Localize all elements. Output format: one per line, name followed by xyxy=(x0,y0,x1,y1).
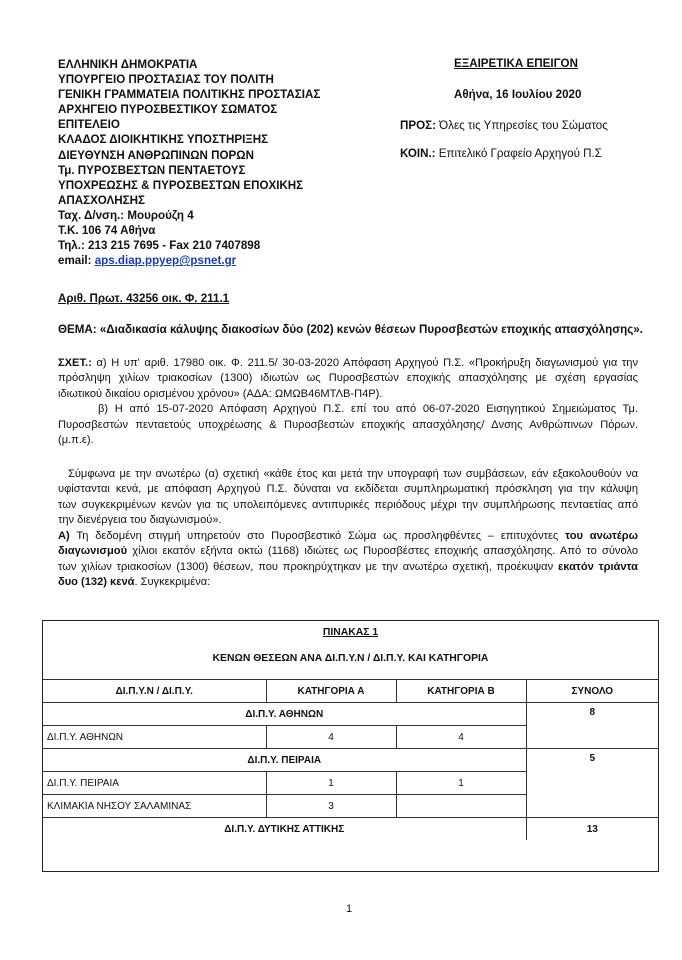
document-date: Αθήνα, 16 Ιουλίου 2020 xyxy=(454,88,582,101)
row-name: ΔΙ.Π.Υ. ΠΕΙΡΑΙΑ xyxy=(43,772,266,795)
body-line: δυο (132) κενά. Συγκεκριμένα: xyxy=(58,576,211,589)
cat-a-value: 1 xyxy=(266,772,396,795)
body-line: υφίστανται κενά, με απόφαση Αρχηγού Π.Σ. δύναται να εκδίδεται συμπληρωματική πρόσκληση για την κάλυψη xyxy=(58,483,638,496)
reference-a-line: πρόσληψη χιλίων τριακοσίων (1300) ιδιωτών ως Πυροσβεστών εποχικής απασχόλησης με σχέση εργασίας xyxy=(58,372,638,385)
row-name: ΔΙ.Π.Υ. ΑΘΗΝΩΝ xyxy=(43,726,266,749)
sender-line: ΔΙΕΥΘΥΝΣΗ ΑΝΘΡΩΠΙΝΩΝ ΠΟΡΩΝ xyxy=(58,148,254,162)
email-link[interactable]: aps.diap.ppyep@psnet.gr xyxy=(94,254,237,268)
body-paragraph-1 xyxy=(58,467,638,529)
sender-line: Τμ. ΠΥΡΟΣΒΕΣΤΩΝ ΠΕΝΤΑΕΤΟΥΣ xyxy=(58,163,246,177)
references-label: ΣΧΕΤ.: xyxy=(58,357,92,369)
reference-b-line: (μ.π.ε). xyxy=(58,434,94,447)
cat-b-value xyxy=(396,795,526,818)
cc-text: Επιτελικό Γραφείο Αρχηγού Π.Σ xyxy=(435,147,602,160)
sender-line: ΕΛΛΗΝΙΚΗ ΔΗΜΟΚΡΑΤΙΑ xyxy=(58,58,198,71)
group-name: ΔΙ.Π.Υ. ΠΕΙΡΑΙΑ xyxy=(43,749,526,772)
table-title: ΠΙΝΑΚΑΣ 1 xyxy=(322,627,379,638)
group-total: 5 xyxy=(526,749,658,818)
email-label: email: xyxy=(58,254,95,268)
sender-line: ΥΠΟΥΡΓΕΙΟ ΠΡΟΣΤΑΣΙΑΣ ΤΟΥ ΠΟΛΙΤΗ xyxy=(58,73,274,87)
reference-a-line: ιδιωτικού δικαίου ορισμένου χρόνου» (ΑΔΑ: ΩΜΩΒ46ΜΤΛΒ-Π4Ρ). xyxy=(58,387,383,400)
group-name: ΔΙ.Π.Υ. ΑΘΗΝΩΝ xyxy=(43,703,526,726)
protocol-number: Αριθ. Πρωτ. 43256 οικ. Φ. 211.1 xyxy=(58,292,230,305)
group-total: 13 xyxy=(526,818,658,841)
table-subtitle: ΚΕΝΩΝ ΘΕΣΕΩΝ ΑΝΑ ΔΙ.Π.Υ.Ν / ΔΙ.Π.Υ. ΚΑΙ ΚΑΤΗΓΟΡΙΑ xyxy=(212,653,489,664)
table-grid xyxy=(43,679,658,840)
phone-line: Τηλ.: 213 215 7695 - Fax 210 7407898 xyxy=(58,239,261,253)
cc-line xyxy=(400,147,602,160)
body-line: των συγκεκριμένων κενών για τις υπολειπόμενες αντιπυρικές περιόδους μέχρι την συμπλήρωσης πενταετίας από xyxy=(58,498,638,511)
to-text: Όλες τις Υπηρεσίες του Σώματος xyxy=(435,119,608,132)
sender-line: ΕΠΙΤΕΛΕΙΟ xyxy=(58,118,120,132)
urgency-label: ΕΞΑΙΡΕΤΙΚΑ ΕΠΕΙΓΟΝ xyxy=(454,57,578,70)
subject-line: ΘΕΜΑ: «Διαδικασία κάλυψης διακοσίων δύο (202) κενών θέσεων Πυροσβεστών εποχικής απασχόλησης». xyxy=(58,323,643,336)
reference-a-line: ΣΧΕΤ.: α) Η υπ' αριθ. 17980 οικ. Φ. 211.5/ 30-03-2020 Απόφαση Αρχηγού Π.Σ. «Προκήρυξη διαγωνισμού για την xyxy=(58,357,638,369)
page-number: 1 xyxy=(346,903,353,915)
sender-line: ΥΠΟΧΡΕΩΣΗΣ & ΠΥΡΟΣΒΕΣΤΩΝ ΕΠΟΧΙΚΗΣ xyxy=(58,178,304,192)
vacancies-table xyxy=(42,620,659,872)
body-line: την διενέργεια του διαγωνισμού». xyxy=(58,514,222,527)
table-header-row xyxy=(43,680,658,703)
to-line xyxy=(400,119,608,132)
cat-a-value: 3 xyxy=(266,795,396,818)
postcode-line: Τ.Κ. 106 74 Αθήνα xyxy=(58,224,156,238)
group-name: ΔΙ.Π.Υ. ΔΥΤΙΚΗΣ ΑΤΤΙΚΗΣ xyxy=(43,818,526,841)
reference-b-line: β) Η από 15-07-2020 Απόφαση Αρχηγού Π.Σ. επί του από 06-07-2020 Εισηγητικού Σημειώματος Τμ. xyxy=(98,403,638,416)
sender-line: ΑΠΑΣΧΟΛΗΣΗΣ xyxy=(58,193,145,207)
header-cell: ΚΑΤΗΓΟΡΙΑ Α xyxy=(266,680,396,703)
body-paragraph-2 xyxy=(58,529,638,591)
header-cell: ΣΥΝΟΛΟ xyxy=(526,680,658,703)
cc-label: ΚΟΙΝ.: xyxy=(400,147,436,160)
row-name: ΚΛΙΜΑΚΙΑ ΝΗΣΟΥ ΣΑΛΑΜΙΝΑΣ xyxy=(43,795,266,818)
table-group-row xyxy=(43,749,658,772)
sender-line: ΑΡΧΗΓΕΙΟ ΠΥΡΟΣΒΕΣΤΙΚΟΥ ΣΩΜΑΤΟΣ xyxy=(58,103,278,117)
address-line: Ταχ. Δ/νση.: Μουρούζη 4 xyxy=(58,208,194,222)
body-line: Σύμφωνα με την ανωτέρω (α) σχετική «κάθε έτος και μετά την υπογραφή των συμβάσεων, εάν εξακολουθούν να xyxy=(68,468,638,480)
table-group-row xyxy=(43,703,658,726)
sender-block xyxy=(58,57,388,268)
body-line: Α) Τη δεδομένη στιγμή υπηρετούν στο Πυροσβεστικό Σώμα ως προσληφθέντες – επιτυχόντες του ανωτέρω xyxy=(58,530,639,542)
reference-b-line: Πυροσβεστών πενταετούς υποχρέωσης & Πυροσβεστών εποχικής απασχόλησης/ Δνσης Ανθρώπινων Πόρων. xyxy=(58,418,638,431)
references-paragraph xyxy=(58,356,638,448)
header-cell: ΚΑΤΗΓΟΡΙΑ Β xyxy=(396,680,526,703)
group-total: 8 xyxy=(526,703,658,749)
body-line: των χιλίων τριακοσίων (1300) θέσεων, που προκηρύχτηκαν με την ανωτέρω σχετική, προέκυψαν εκατόν τριάντα xyxy=(58,560,638,573)
table-group-row xyxy=(43,818,658,841)
cat-a-value: 4 xyxy=(266,726,396,749)
sender-line: ΚΛΑΔΟΣ ΔΙΟΙΚΗΤΙΚΗΣ ΥΠΟΣΤΗΡΙΞΗΣ xyxy=(58,133,269,147)
sender-line: ΓΕΝΙΚΗ ΓΡΑΜΜΑΤΕΙΑ ΠΟΛΙΤΙΚΗΣ ΠΡΟΣΤΑΣΙΑΣ xyxy=(58,88,321,102)
cat-b-value: 1 xyxy=(396,772,526,795)
body-line: διαγωνισμού χίλιοι εκατόν εξήντα οκτώ (1168) ιδιώτες ως Πυροσβέστες εποχικής απασχόλησης. Από το σύνολο xyxy=(58,545,638,558)
email-line xyxy=(58,253,388,268)
to-label: ΠΡΟΣ: xyxy=(400,119,436,132)
header-cell: ΔΙ.Π.Υ.Ν / ΔΙ.Π.Υ. xyxy=(43,680,266,703)
cat-b-value: 4 xyxy=(396,726,526,749)
